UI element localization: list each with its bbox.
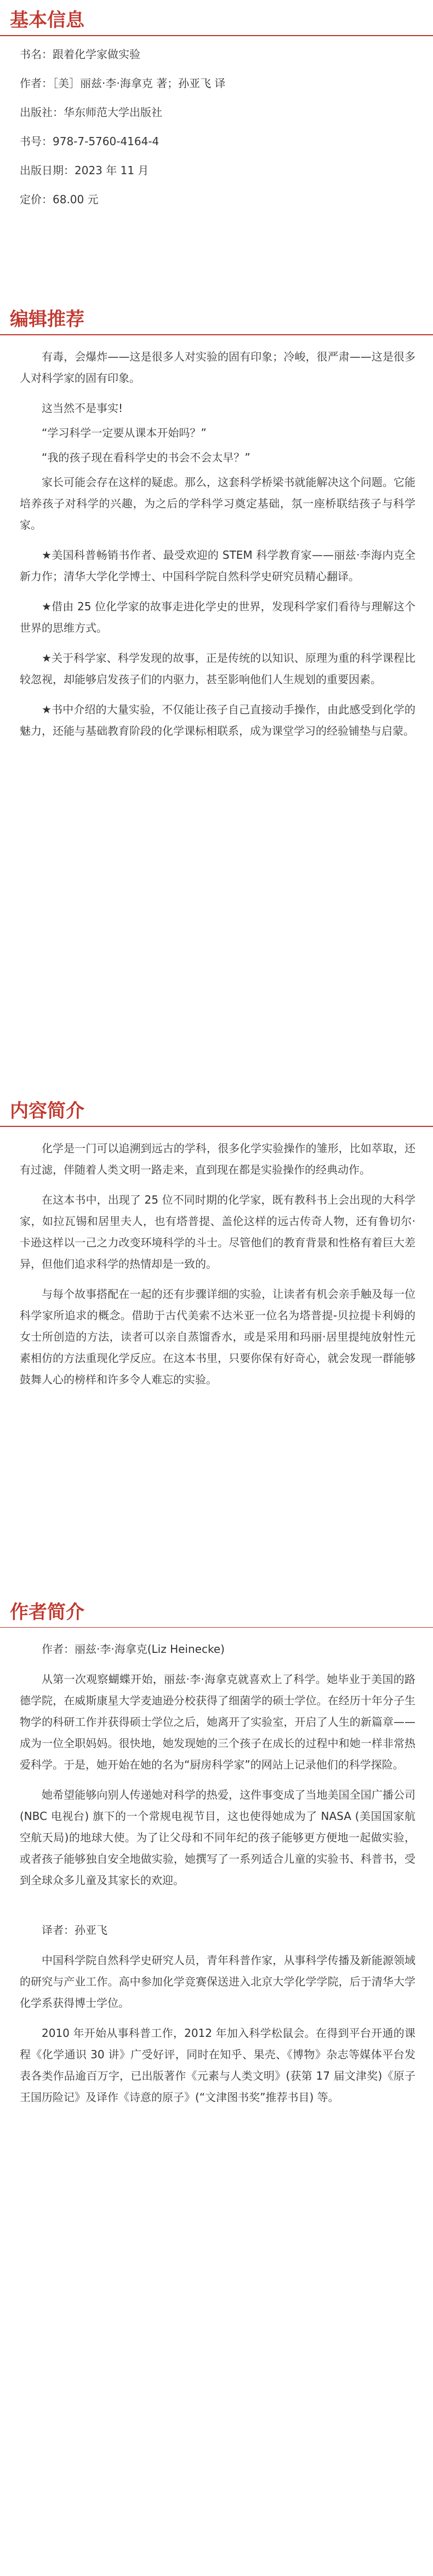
basic-info-list [0,48,433,205]
section-divider [0,334,433,335]
content-intro-section [0,1098,433,1399]
editor-recommend-body [0,346,433,742]
book-author: 作者：［美］丽兹·李·海拿克 著；孙亚飞 译 [20,77,226,90]
editor-paragraph: 有毒，会爆炸——这是很多人对实验的固有印象；冷峻，很严肃——这是很多人对科学家的固有印象。 [20,350,415,385]
editor-paragraph: ★借由 25 位化学家的故事走进化学史的世界，发现科学家们看待与理解这个世界的思维方式。 [20,600,415,634]
section-divider [0,35,433,36]
editor-paragraph: 家长可能会存在这样的疑虑。那么，这套科学桥梁书就能解决这个问题。它能培养孩子对科学的兴趣，为之后的学科学习奠定基础，氛一座桥联结孩子与科学家。 [20,476,415,531]
editor-paragraph: ★书中介绍的大量实验，不仅能让孩子自己直接动手操作，由此感受到化学的魅力，还能与基础教育阶段的化学课标相联系，成为课堂学习的经验铺垫与启蒙。 [20,703,415,737]
author-intro-section [0,1600,433,2117]
basic-info-heading: 基本信息 [10,9,84,31]
translator-label: 译者：孙亚飞 [42,1924,107,1937]
editor-paragraph: ★美国科普畅销书作者、最受欢迎的 STEM 科学教育家——丽兹·李海内克全新力作；清华大学化学博士、中国科学院自然科学史研究员精心翻译。 [20,548,415,583]
book-name: 书名：跟着化学家做实验 [20,48,140,61]
editor-paragraph: “我的孩子现在看科学史的书会不会太早？” [42,451,250,464]
section-divider [0,1126,433,1127]
book-publisher: 出版社：华东师范大学出版社 [20,106,162,119]
author-paragraph: 从第一次观察蝴蝶开始，丽兹·李·海拿克就喜欢上了科学。她毕业于美国的路德学院，在威斯康星大学麦迪逊分校获得了细菌学的硕士学位。在经历十年分子生物学的科研工作并获得硕士学位之后，她离开了实验室，开启了人生的新篇章——成为一位全职妈妈。很快地，她发现她的三个孩子在成长的过程中和她一样非常热爱科学。于是，她开始在她的名为“厨房科学家”的网站上记录他们的科学探险。 [20,1673,415,1771]
book-price: 定价：68.00 元 [20,193,99,206]
content-paragraph: 与每个故事搭配在一起的还有步骤详细的实验，让读者有机会亲手触及每一位科学家所追求的概念。借助于古代美索不达米亚一位名为塔普提-贝拉提卡利姆的女士所创造的方法，读者可以亲自蒸馏香水，或是采用和玛丽·居里提纯放射性元素相仿的方法重现化学反应。在这本书里，只要你保有好奇心，就会发现一群能够鼓舞人心的榜样和许多令人难忘的实验。 [20,1287,415,1386]
book-isbn: 书号：978-7-5760-4164-4 [20,135,159,148]
editor-recommend-heading: 编辑推荐 [10,308,84,330]
content-intro-body [0,1138,433,1390]
editor-paragraph: 这当然不是事实! [42,402,123,415]
translator-paragraph: 中国科学院自然科学史研究人员，青年科普作家，从事科学传播及新能源领域的研究与产业工作。高中参加化学竞赛保送进入北京大学化学学院，后于清华大学化学系获得博士学位。 [20,1954,415,2010]
content-intro-heading: 内容简介 [10,1100,84,1122]
editor-paragraph: “学习科学一定要从课本开始吗？” [42,426,207,439]
translator-paragraph: 2010 年开始从事科普工作，2012 年加入科学松鼠会。在得到平台开通的课程《化学通识 30 讲》广受好评，同时在知乎、果壳、《博物》杂志等媒体平台发表各类作品逾百万字，已出版著作《元素与人类文明》(获第 17 届文津奖)《原子王国历险记》及译作《诗意的原子》(“文津图书奖”推荐书目) 等。 [20,2027,415,2104]
content-paragraph: 在这本书中，出现了 25 位不同时期的化学家，既有教科书上会出现的大科学家，如拉瓦锡和居里夫人，也有塔普提、盖伦这样的远古传奇人物，还有鲁切尔·卡逊这样以一己之力改变环境科学的斗士。尽管他们的教育背景和性格有着巨大差异，但他们追求科学的热情却是一致的。 [20,1193,415,1270]
author-intro-heading: 作者简介 [10,1601,84,1623]
author-intro-body [0,1639,433,2108]
content-paragraph: 化学是一门可以追溯到远古的学科，很多化学实验操作的雏形，比如萃取，还有过滤，伴随着人类文明一路走来，直到现在都是实验操作的经典动作。 [20,1142,415,1176]
book-pub-date: 出版日期：2023 年 11 月 [20,164,149,177]
author-label: 作者：丽兹·李·海拿克(Liz Heinecke) [42,1642,225,1656]
basic-info-section [0,8,433,222]
editor-paragraph: ★关于科学家、科学发现的故事，正是传统的以知识、原理为重的科学课程比较忽视，却能够启发孩子们的内驱力，甚至影响他们人生规划的重要因素。 [20,651,415,686]
section-divider [0,1627,433,1628]
author-paragraph: 她希望能够向别人传递她对科学的热爱，这件事变成了当地美国全国广播公司 (NBC 电视台) 旗下的一个常规电视节目，这也使得她成为了 NASA (美国国家航空航天局)的地球大使。为了让父母和不同年纪的孩子能够更方便地一起做实验，或者孩子能够独自安全地做实验，她撰写了一系列适合儿童的实验书、科普书，受到全球众多儿童及其家长的欢迎。 [20,1788,415,1887]
editor-recommend-section [0,307,433,751]
